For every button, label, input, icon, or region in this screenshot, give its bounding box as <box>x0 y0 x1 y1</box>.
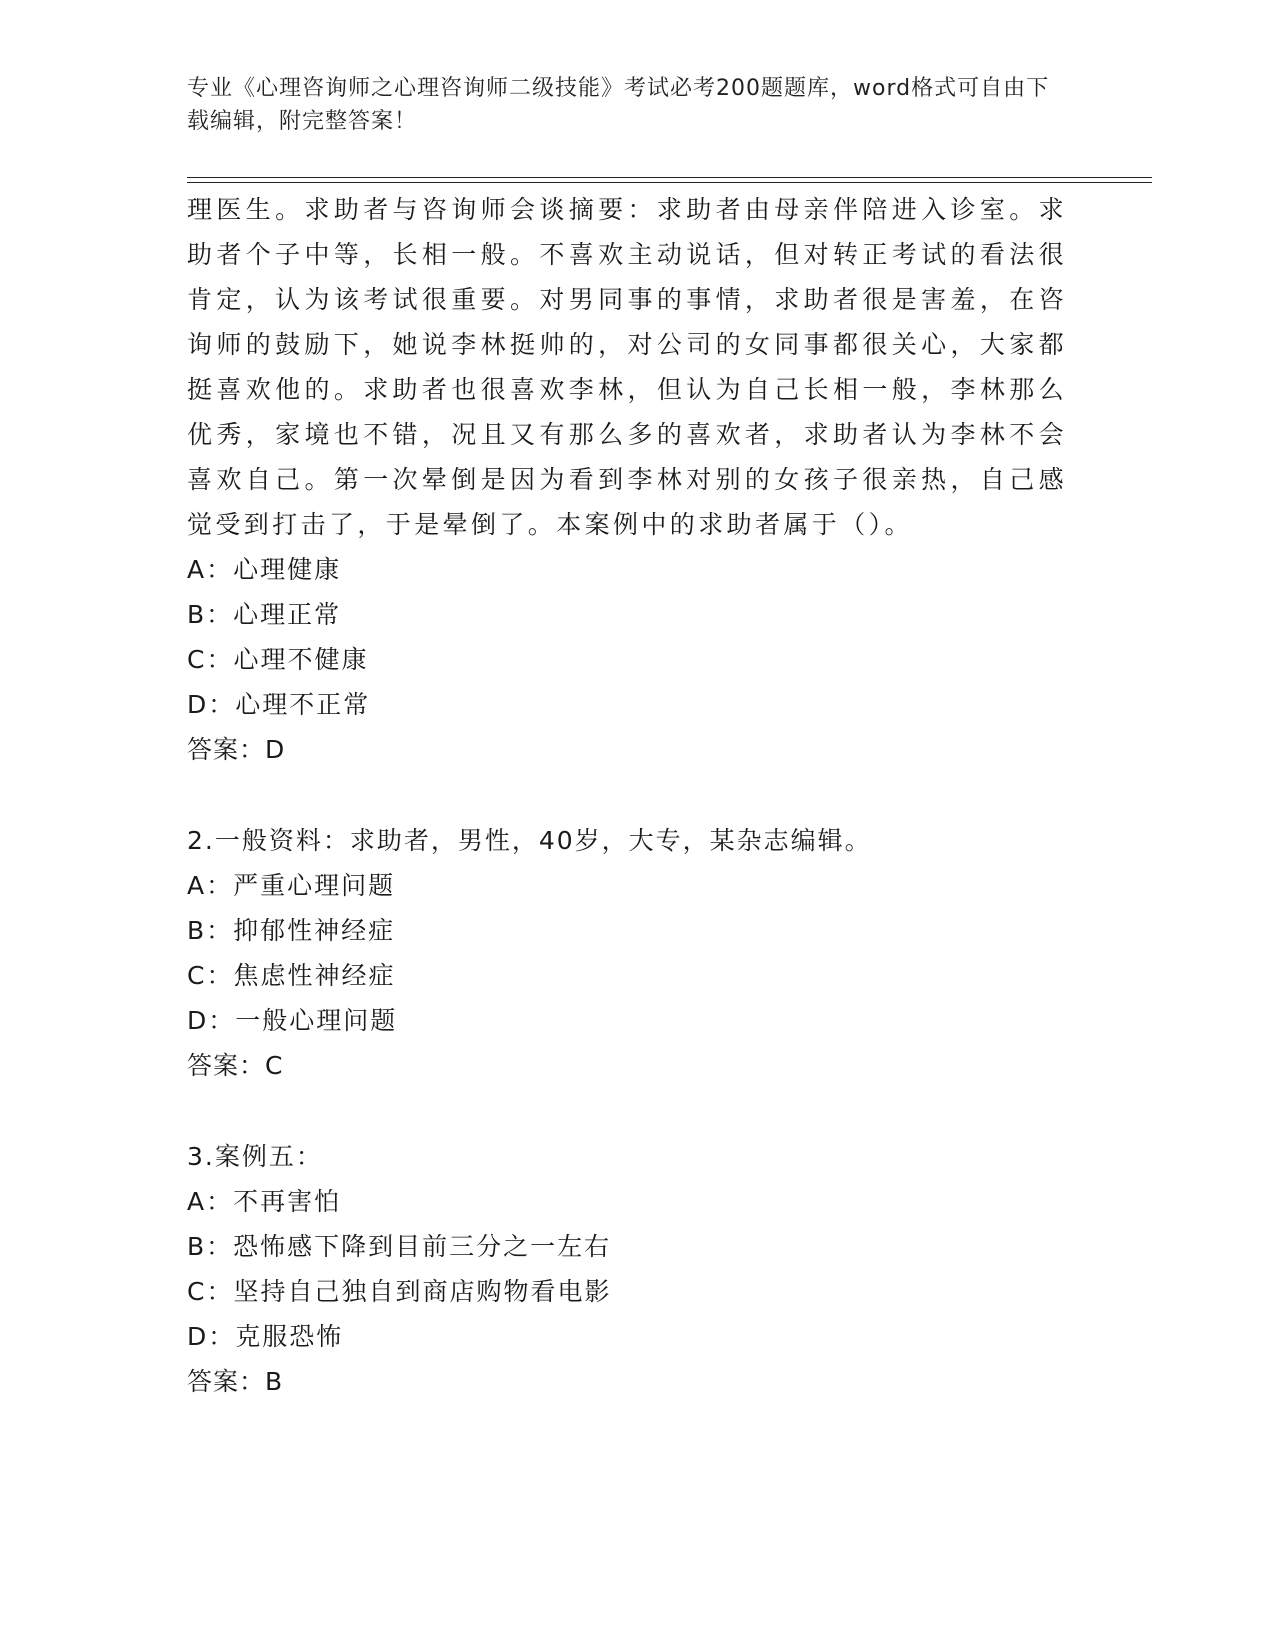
option-d: D：一般心理问题 <box>187 1006 398 1035</box>
answer: 答案：D <box>187 735 286 764</box>
option-c: C：坚持自己独自到商店购物看电影 <box>187 1277 612 1306</box>
option-a: A：不再害怕 <box>187 1187 342 1216</box>
option-a: A：心理健康 <box>187 555 342 584</box>
option-b: B：抑郁性神经症 <box>187 916 396 945</box>
question-3 <box>187 1134 1067 1404</box>
document-header: 专业《心理咨询师之心理咨询师二级技能》考试必考200题题库，word格式可自由下载编辑，附完整答案！ <box>187 76 1050 134</box>
option-c: C：焦虑性神经症 <box>187 961 396 990</box>
option-b: B：心理正常 <box>187 600 342 629</box>
question-2 <box>187 818 1067 1088</box>
header-divider <box>187 177 1152 183</box>
question-list <box>187 187 1067 1404</box>
question-stem: 理医生。求助者与咨询师会谈摘要：求助者由母亲伴陪进入诊室。求助者个子中等，长相一般。不喜欢主动说话，但对转正考试的看法很肯定，认为该考试很重要。对男同事的事情，求助者很是害羞，在咨询师的鼓励下，她说李林挺帅的，对公司的女同事都很关心，大家都挺喜欢他的。求助者也很喜欢李林，但认为自己长相一般，李林那么优秀，家境也不错，况且又有那么多的喜欢者，求助者认为李林不会喜欢自己。第一次晕倒是因为看到李林对别的女孩子很亲热，自己感觉受到打击了，于是晕倒了。本案例中的求助者属于（）。 <box>187 195 1067 539</box>
option-d: D：克服恐怖 <box>187 1322 344 1351</box>
option-b: B：恐怖感下降到目前三分之一左右 <box>187 1232 612 1261</box>
option-a: A：严重心理问题 <box>187 871 396 900</box>
question-stem: 2.一般资料：求助者，男性，40岁，大专，某杂志编辑。 <box>187 826 872 855</box>
answer: 答案：C <box>187 1051 284 1080</box>
question-1 <box>187 187 1067 772</box>
question-stem: 3.案例五： <box>187 1142 323 1171</box>
option-d: D：心理不正常 <box>187 690 371 719</box>
answer: 答案：B <box>187 1367 284 1396</box>
option-c: C：心理不健康 <box>187 645 369 674</box>
question-spacer <box>187 1088 1067 1134</box>
question-spacer <box>187 772 1067 818</box>
